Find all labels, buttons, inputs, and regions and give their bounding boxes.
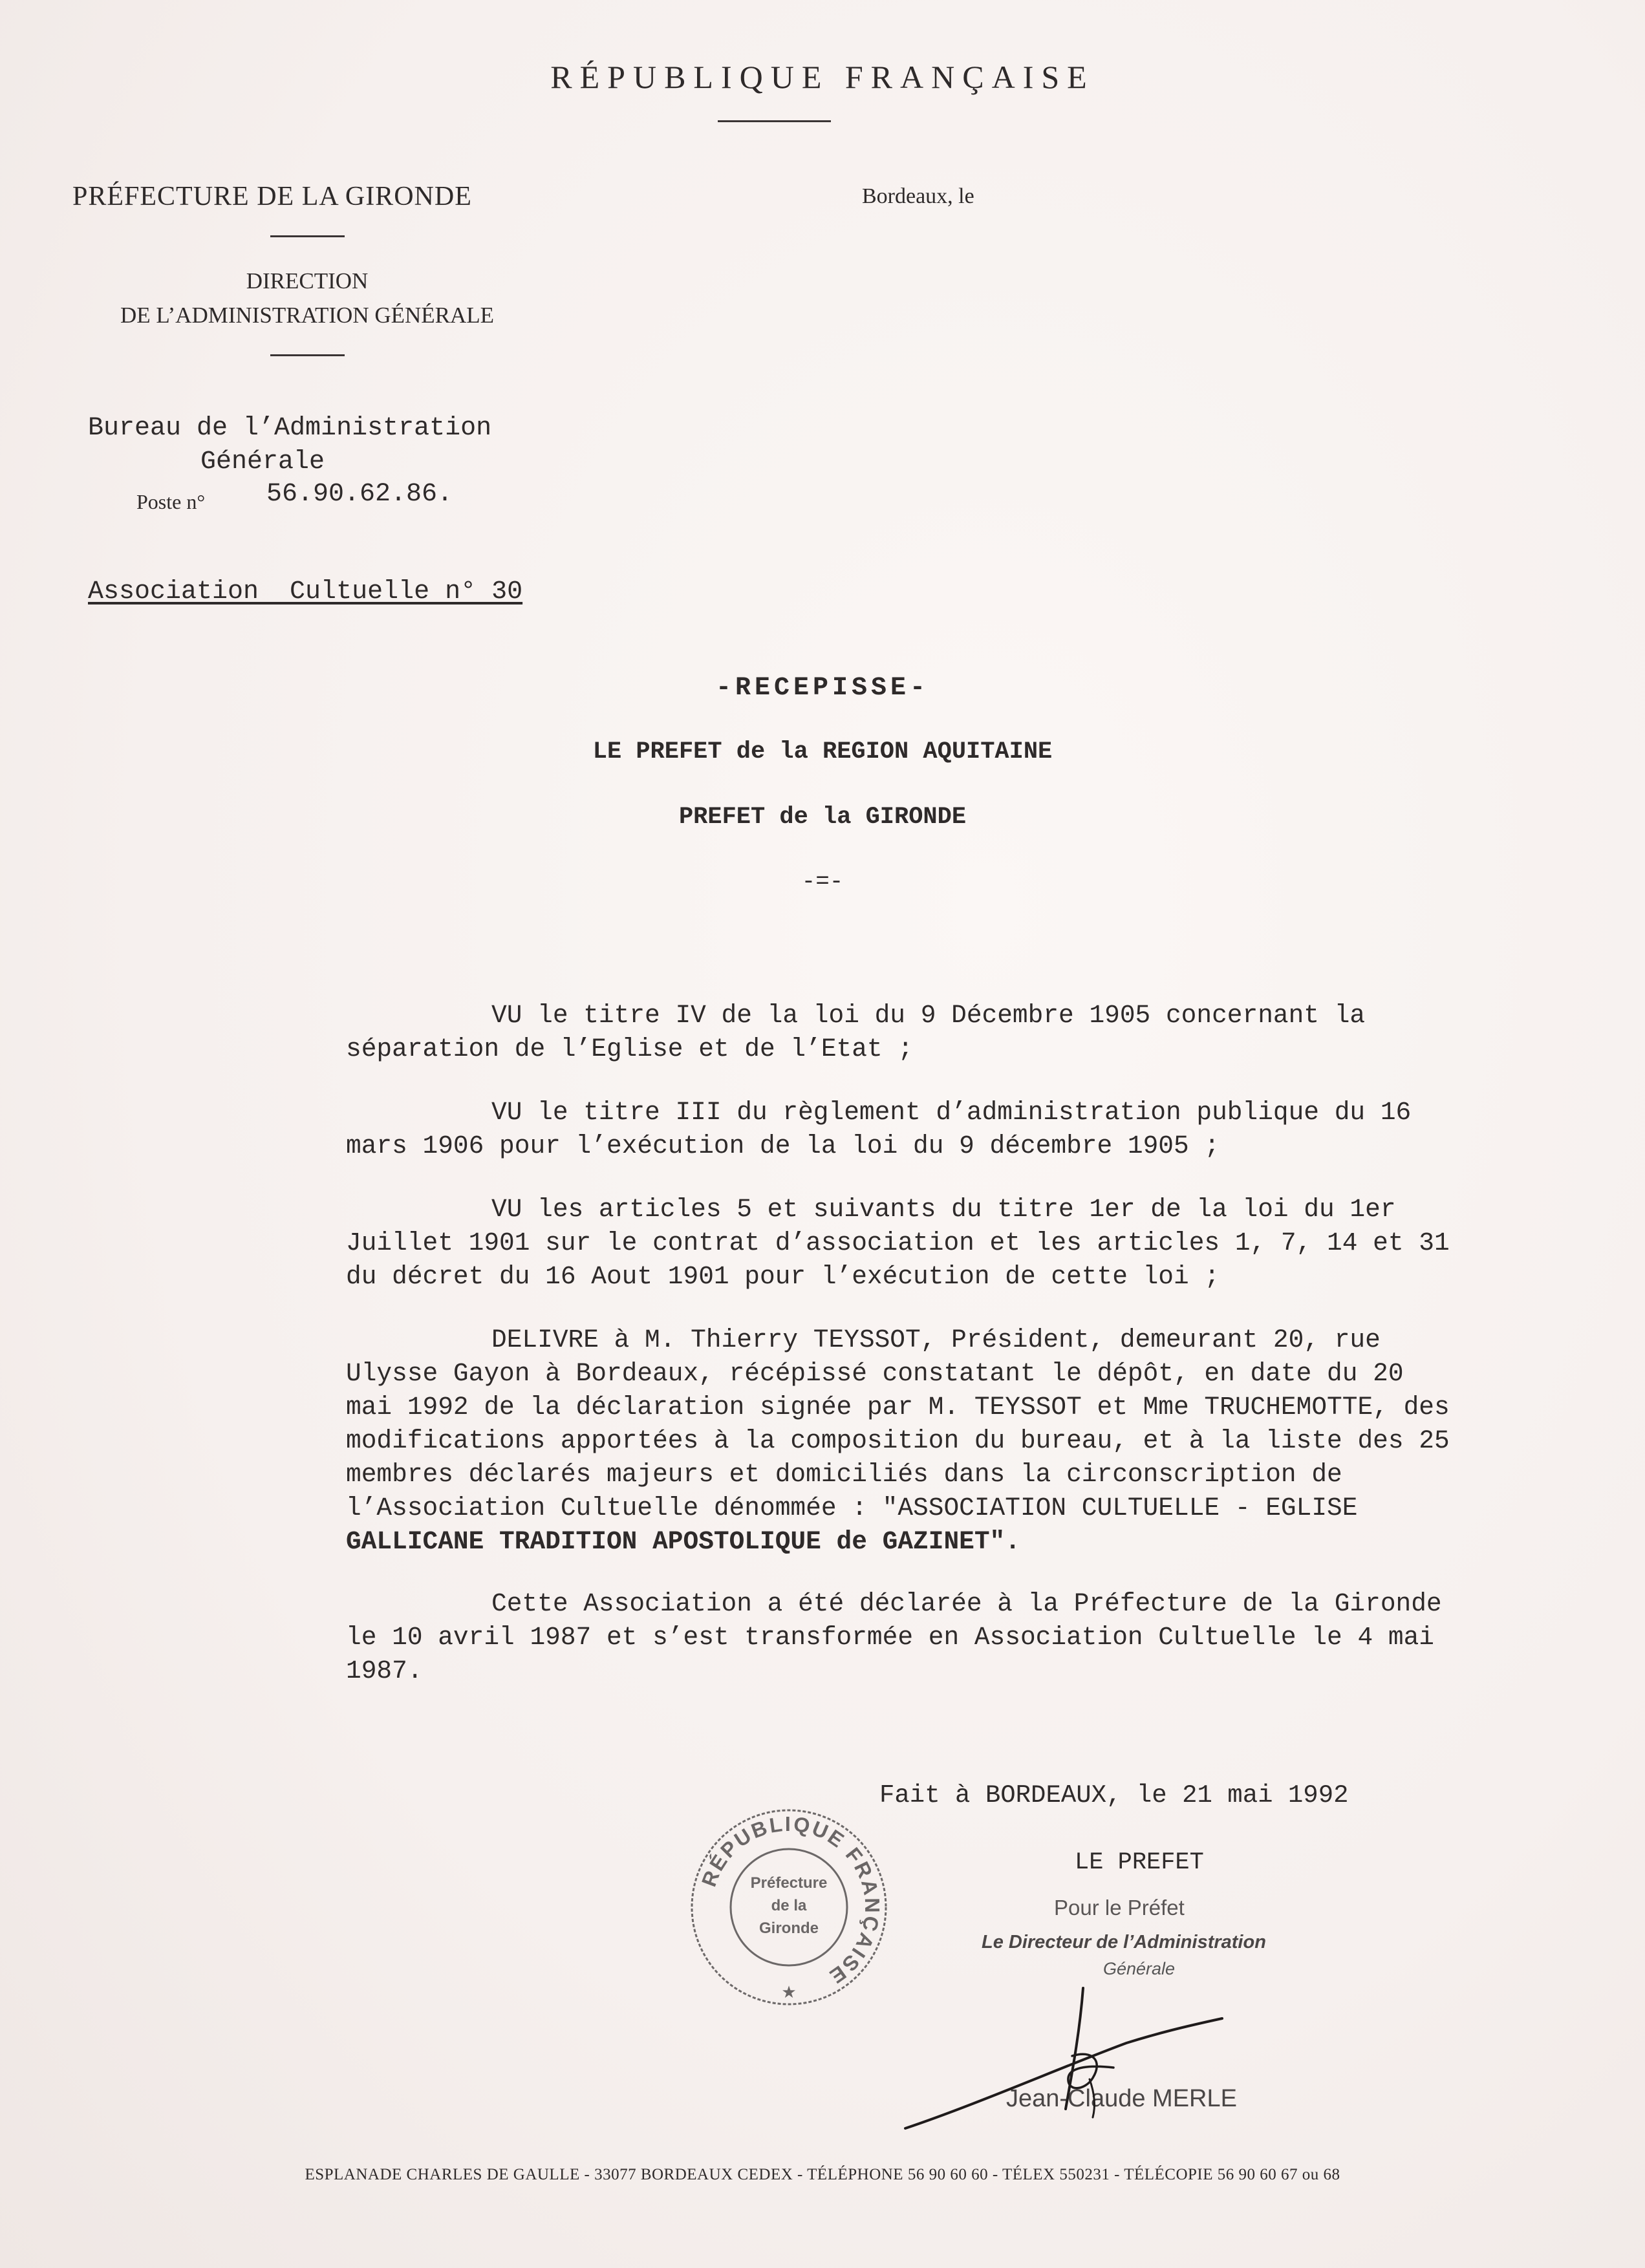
footer-address: ESPLANADE CHARLES DE GAULLE - 33077 BORDEAUX CEDEX - TÉLÉPHONE 56 90 60 60 - TÉLEX 550231 - TÉLÉCOPIE 56 90 60 67 ou 68 [305, 2166, 1340, 2183]
divider-rule [718, 120, 831, 122]
paragraph-line: modifications apportées à la composition du bureau, et à la liste des 25 [346, 1426, 1450, 1455]
signatory-title: LE PREFET [1075, 1849, 1204, 1876]
paragraph-line: VU le titre III du règlement d’administration publique du 16 [491, 1098, 1412, 1127]
poste-label: Poste n° [136, 490, 206, 513]
paragraph-line: DELIVRE à M. Thierry TEYSSOT, Président, demeurant 20, rue [491, 1325, 1381, 1354]
association-reference: Association Cultuelle n° 30 [88, 577, 523, 606]
paragraph-line: séparation de l’Eglise et de l’Etat ; [346, 1034, 914, 1064]
paragraph-line: Juillet 1901 sur le contrat d’association et les articles 1, 7, 14 et 31 [346, 1228, 1450, 1257]
paragraph-line: mars 1906 pour l’exécution de la loi du 9 décembre 1905 ; [346, 1131, 1220, 1161]
republic-heading: RÉPUBLIQUE FRANÇAISE [550, 59, 1095, 95]
paragraph-line: l’Association Cultuelle dénommée : "ASSOCIATION CULTUELLE - EGLISE [346, 1493, 1358, 1523]
place-and-date: Fait à BORDEAUX, le 21 mai 1992 [879, 1781, 1349, 1810]
prefecture-seal [685, 1804, 892, 2011]
paragraph-line: le 10 avril 1987 et s’est transformée en Association Cultuelle le 4 mai [346, 1623, 1434, 1652]
prefet-region-title: LE PREFET de la REGION AQUITAINE [592, 738, 1053, 765]
paragraph-line: Cette Association a été déclarée à la Préfecture de la Gironde [491, 1589, 1442, 1618]
seal-center-text: Préfecture [750, 1874, 828, 1892]
direction-line: DIRECTION [246, 268, 369, 294]
signatory-name: Jean-Claude MERLE [1006, 2085, 1237, 2112]
seal-ring-text: RÉPUBLIQUE FRANÇAISE [696, 1812, 885, 1989]
seal-center-text: de la [771, 1897, 807, 1914]
divider-rule [270, 235, 345, 237]
prefecture-name: PRÉFECTURE DE LA GIRONDE [72, 182, 472, 211]
prefet-gironde-title: PREFET de la GIRONDE [678, 804, 967, 831]
direction-line: DE L’ADMINISTRATION GÉNÉRALE [120, 303, 495, 328]
bureau-line: Bureau de l’Administration [88, 414, 492, 443]
document-title: -RECEPISSE- [715, 674, 930, 703]
star-icon: ★ [781, 1983, 797, 2002]
paragraph-line: du décret du 16 Aout 1901 pour l’exécution de cette loi ; [346, 1262, 1220, 1291]
paragraph-line: mai 1992 de la déclaration signée par M. TEYSSOT et Mme TRUCHEMOTTE, des [346, 1393, 1450, 1422]
paragraph-line: GALLICANE TRADITION APOSTOLIQUE de GAZINET". [346, 1527, 1020, 1556]
poste-number: 56.90.62.86. [266, 480, 453, 509]
stamp-directeur: Le Directeur de l’Administration [982, 1932, 1266, 1952]
divider-rule [270, 354, 345, 356]
title-separator: -=- [801, 868, 844, 895]
paragraph-line: VU le titre IV de la loi du 9 Décembre 1905 concernant la [491, 1001, 1366, 1030]
bureau-line: Générale [200, 447, 325, 476]
place-date: Bordeaux, le [862, 184, 974, 208]
stamp-pour-le-prefet: Pour le Préfet [1054, 1896, 1185, 1920]
stamp-generale: Générale [1103, 1959, 1176, 1978]
paragraph-line: 1987. [346, 1656, 423, 1685]
paragraph-line: VU les articles 5 et suivants du titre 1er de la loi du 1er [491, 1195, 1396, 1224]
paragraph-line: Ulysse Gayon à Bordeaux, récépissé constatant le dépôt, en date du 20 [346, 1359, 1404, 1388]
handwritten-signature [899, 1959, 1242, 2140]
paragraph-line: membres déclarés majeurs et domiciliés dans la circonscription de [346, 1460, 1342, 1489]
seal-center-text: Gironde [758, 1920, 819, 1937]
